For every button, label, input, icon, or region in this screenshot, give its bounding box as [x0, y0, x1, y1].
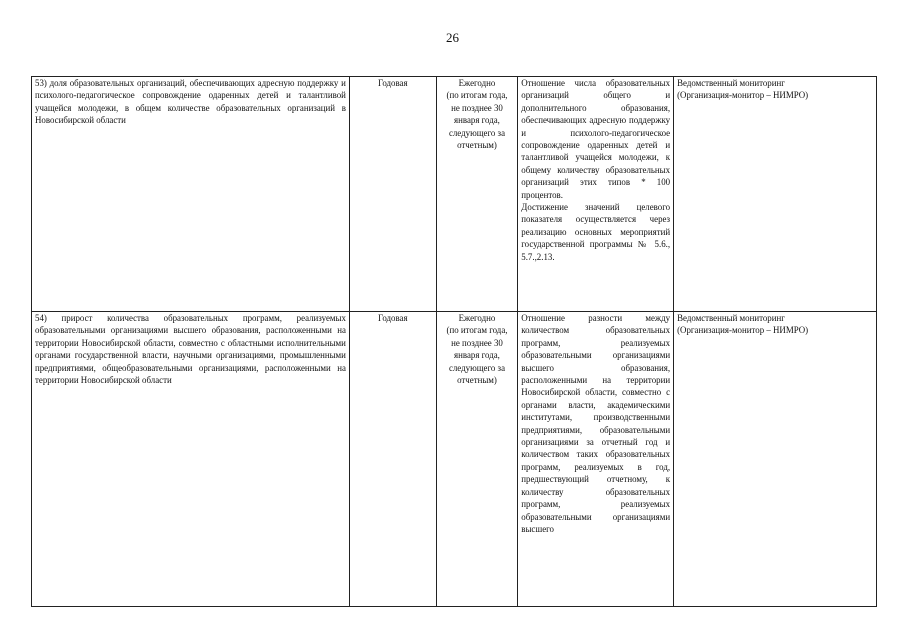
indicator-name: 54) прирост количества образовательных программ, реализуемых образовательными организациями высшего образования, расположенными на территории Новосибирской области, совместно с областными исполнительными органами государственной власти, научными организациями, промышленными предприятиями, общеобразовательными организациями, расположенными на территории Новосибирской области — [35, 313, 346, 386]
indicators-table — [31, 76, 877, 607]
data-source: Ведомственный мониторинг (Организация-монитор – НИМРО) — [677, 78, 809, 101]
deadline: Ежегодно (по итогам года, не позднее 30 января года, следующего за отчетным) — [446, 313, 508, 386]
deadline-cell — [436, 312, 518, 607]
calculation-method-cell — [518, 312, 674, 607]
deadline: Ежегодно (по итогам года, не позднее 30 января года, следующего за отчетным) — [446, 78, 508, 151]
periodicity-cell — [349, 77, 436, 312]
periodicity: Годовая — [378, 78, 408, 88]
indicator-name-cell — [32, 77, 350, 312]
data-source-cell — [674, 312, 877, 607]
table-row — [32, 77, 877, 312]
indicator-name: 53) доля образовательных организаций, обеспечивающих адресную поддержку и психолого-педагогическое сопровождение одаренных детей и талантливой учащейся молодежи, в общем количестве образовательных организаций в Новосибирской области — [35, 78, 346, 126]
deadline-cell — [436, 77, 518, 312]
periodicity: Годовая — [378, 313, 408, 323]
periodicity-cell — [349, 312, 436, 607]
table-row — [32, 312, 877, 607]
page-number: 26 — [446, 30, 459, 45]
calculation-method: Отношение разности между количеством образовательных программ, реализуемых образовательными организациями высшего образования, расположенными на территории Новосибирской области, совместно с органами власти, академическими институтами, производственными предприятиями, образовательными организациями за отчетный год и количеством таких образовательных программ, реализуемых в год, предшествующий отчетному, к количеству образовательных программ, реализуемых образовательными организациями высшего — [521, 313, 671, 534]
calculation-method-cell — [518, 77, 674, 312]
calculation-method: Отношение числа образовательных организаций общего и дополнительного образования, обеспечивающих адресную поддержку и психолого-педагогическое сопровождение одаренных детей и талантливой учащейся молодежи, к общему количеству образовательных организаций этих типов * 100 процентов. Достижение значений целевого показателя осуществляется через реализацию основных мероприятий государственной программы № 5.6., 5.7.,2.13. — [521, 78, 671, 262]
indicator-name-cell — [32, 312, 350, 607]
data-source: Ведомственный мониторинг (Организация-монитор – НИМРО) — [677, 313, 809, 336]
data-source-cell — [674, 77, 877, 312]
